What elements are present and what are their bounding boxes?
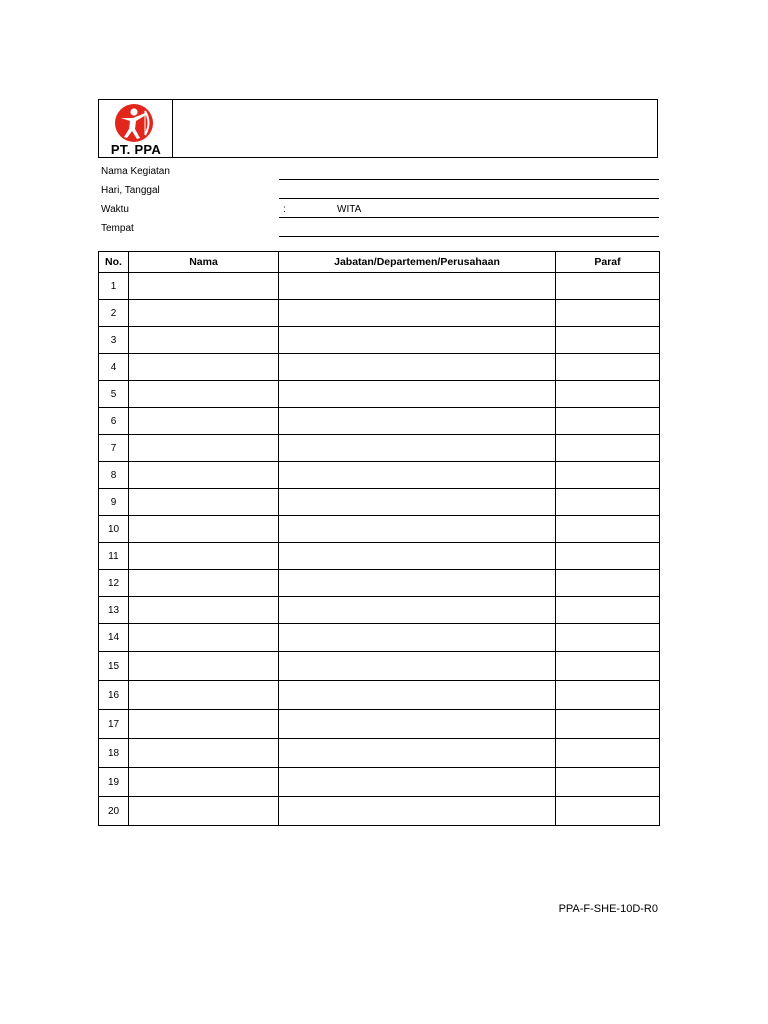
row-number: 11 bbox=[99, 543, 129, 570]
hari-tanggal-label: Hari, Tanggal bbox=[101, 185, 160, 196]
nama-cell[interactable] bbox=[129, 710, 279, 739]
table-row bbox=[99, 273, 660, 300]
row-number: 7 bbox=[99, 435, 129, 462]
logo-cell bbox=[99, 100, 173, 157]
nama-cell[interactable] bbox=[129, 739, 279, 768]
row-number: 9 bbox=[99, 489, 129, 516]
nama-cell[interactable] bbox=[129, 570, 279, 597]
table-row bbox=[99, 462, 660, 489]
paraf-cell[interactable] bbox=[556, 570, 660, 597]
nama-cell[interactable] bbox=[129, 381, 279, 408]
paraf-cell[interactable] bbox=[556, 710, 660, 739]
paraf-cell[interactable] bbox=[556, 300, 660, 327]
paraf-cell[interactable] bbox=[556, 435, 660, 462]
table-row bbox=[99, 710, 660, 739]
nama-cell[interactable] bbox=[129, 327, 279, 354]
nama-cell[interactable] bbox=[129, 681, 279, 710]
table-row bbox=[99, 489, 660, 516]
waktu-unit: WITA bbox=[337, 204, 362, 215]
paraf-cell[interactable] bbox=[556, 797, 660, 826]
paraf-cell[interactable] bbox=[556, 768, 660, 797]
jabatan-cell[interactable] bbox=[279, 489, 556, 516]
nama-cell[interactable] bbox=[129, 489, 279, 516]
row-number: 6 bbox=[99, 408, 129, 435]
nama-cell[interactable] bbox=[129, 543, 279, 570]
nama-cell[interactable] bbox=[129, 597, 279, 624]
paraf-cell[interactable] bbox=[556, 624, 660, 652]
paraf-cell[interactable] bbox=[556, 652, 660, 681]
jabatan-cell[interactable] bbox=[279, 570, 556, 597]
row-number: 15 bbox=[99, 652, 129, 681]
table-header-row bbox=[99, 252, 660, 273]
paraf-cell[interactable] bbox=[556, 681, 660, 710]
jabatan-cell[interactable] bbox=[279, 797, 556, 826]
jabatan-cell[interactable] bbox=[279, 681, 556, 710]
header-nama: Nama bbox=[129, 252, 279, 273]
table-row bbox=[99, 354, 660, 381]
row-number: 2 bbox=[99, 300, 129, 327]
jabatan-cell[interactable] bbox=[279, 327, 556, 354]
table-row bbox=[99, 543, 660, 570]
tempat-field-line[interactable] bbox=[279, 236, 659, 237]
nama-cell[interactable] bbox=[129, 273, 279, 300]
table-row bbox=[99, 327, 660, 354]
table-row bbox=[99, 597, 660, 624]
row-number: 19 bbox=[99, 768, 129, 797]
row-number: 17 bbox=[99, 710, 129, 739]
table-row bbox=[99, 739, 660, 768]
paraf-cell[interactable] bbox=[556, 273, 660, 300]
row-number: 4 bbox=[99, 354, 129, 381]
table-row bbox=[99, 768, 660, 797]
jabatan-cell[interactable] bbox=[279, 354, 556, 381]
header-paraf: Paraf bbox=[556, 252, 660, 273]
table-row bbox=[99, 570, 660, 597]
nama-cell[interactable] bbox=[129, 797, 279, 826]
jabatan-cell[interactable] bbox=[279, 273, 556, 300]
paraf-cell[interactable] bbox=[556, 408, 660, 435]
row-number: 5 bbox=[99, 381, 129, 408]
paraf-cell[interactable] bbox=[556, 462, 660, 489]
attendance-body bbox=[99, 273, 660, 826]
hari-tanggal-field-line[interactable] bbox=[279, 198, 659, 199]
nama-cell[interactable] bbox=[129, 768, 279, 797]
table-row bbox=[99, 624, 660, 652]
jabatan-cell[interactable] bbox=[279, 516, 556, 543]
ppa-archer-logo-icon bbox=[112, 103, 156, 143]
tempat-label: Tempat bbox=[101, 223, 134, 234]
jabatan-cell[interactable] bbox=[279, 462, 556, 489]
jabatan-cell[interactable] bbox=[279, 710, 556, 739]
table-row bbox=[99, 652, 660, 681]
row-number: 16 bbox=[99, 681, 129, 710]
row-number: 13 bbox=[99, 597, 129, 624]
waktu-colon: : bbox=[283, 204, 286, 215]
row-number: 8 bbox=[99, 462, 129, 489]
row-number: 20 bbox=[99, 797, 129, 826]
jabatan-cell[interactable] bbox=[279, 300, 556, 327]
nama-cell[interactable] bbox=[129, 624, 279, 652]
nama-cell[interactable] bbox=[129, 300, 279, 327]
row-number: 12 bbox=[99, 570, 129, 597]
nama-cell[interactable] bbox=[129, 462, 279, 489]
row-number: 18 bbox=[99, 739, 129, 768]
table-row bbox=[99, 797, 660, 826]
attendance-table bbox=[98, 251, 660, 826]
nama-kegiatan-label: Nama Kegiatan bbox=[101, 166, 170, 177]
nama-cell[interactable] bbox=[129, 516, 279, 543]
paraf-cell[interactable] bbox=[556, 354, 660, 381]
nama-kegiatan-field-line[interactable] bbox=[279, 179, 659, 180]
jabatan-cell[interactable] bbox=[279, 652, 556, 681]
header-jabatan: Jabatan/Departemen/Perusahaan bbox=[279, 252, 556, 273]
nama-cell[interactable] bbox=[129, 652, 279, 681]
paraf-cell[interactable] bbox=[556, 381, 660, 408]
paraf-cell[interactable] bbox=[556, 327, 660, 354]
nama-cell[interactable] bbox=[129, 435, 279, 462]
row-number: 1 bbox=[99, 273, 129, 300]
paraf-cell[interactable] bbox=[556, 543, 660, 570]
jabatan-cell[interactable] bbox=[279, 408, 556, 435]
nama-cell[interactable] bbox=[129, 354, 279, 381]
waktu-field-line[interactable] bbox=[279, 217, 659, 218]
waktu-label: Waktu bbox=[101, 204, 129, 215]
jabatan-cell[interactable] bbox=[279, 624, 556, 652]
jabatan-cell[interactable] bbox=[279, 543, 556, 570]
jabatan-cell[interactable] bbox=[279, 381, 556, 408]
table-row bbox=[99, 681, 660, 710]
row-number: 3 bbox=[99, 327, 129, 354]
paraf-cell[interactable] bbox=[556, 489, 660, 516]
table-row bbox=[99, 435, 660, 462]
jabatan-cell[interactable] bbox=[279, 597, 556, 624]
company-name: PT. PPA bbox=[110, 142, 162, 157]
table-row bbox=[99, 381, 660, 408]
row-number: 14 bbox=[99, 624, 129, 652]
paraf-cell[interactable] bbox=[556, 597, 660, 624]
jabatan-cell[interactable] bbox=[279, 435, 556, 462]
header-no: No. bbox=[99, 252, 129, 273]
document-code: PPA-F-SHE-10D-R0 bbox=[558, 903, 658, 915]
nama-cell[interactable] bbox=[129, 408, 279, 435]
jabatan-cell[interactable] bbox=[279, 739, 556, 768]
document-header bbox=[98, 99, 658, 158]
row-number: 10 bbox=[99, 516, 129, 543]
paraf-cell[interactable] bbox=[556, 739, 660, 768]
table-row bbox=[99, 516, 660, 543]
paraf-cell[interactable] bbox=[556, 516, 660, 543]
jabatan-cell[interactable] bbox=[279, 768, 556, 797]
table-row bbox=[99, 408, 660, 435]
table-row bbox=[99, 300, 660, 327]
